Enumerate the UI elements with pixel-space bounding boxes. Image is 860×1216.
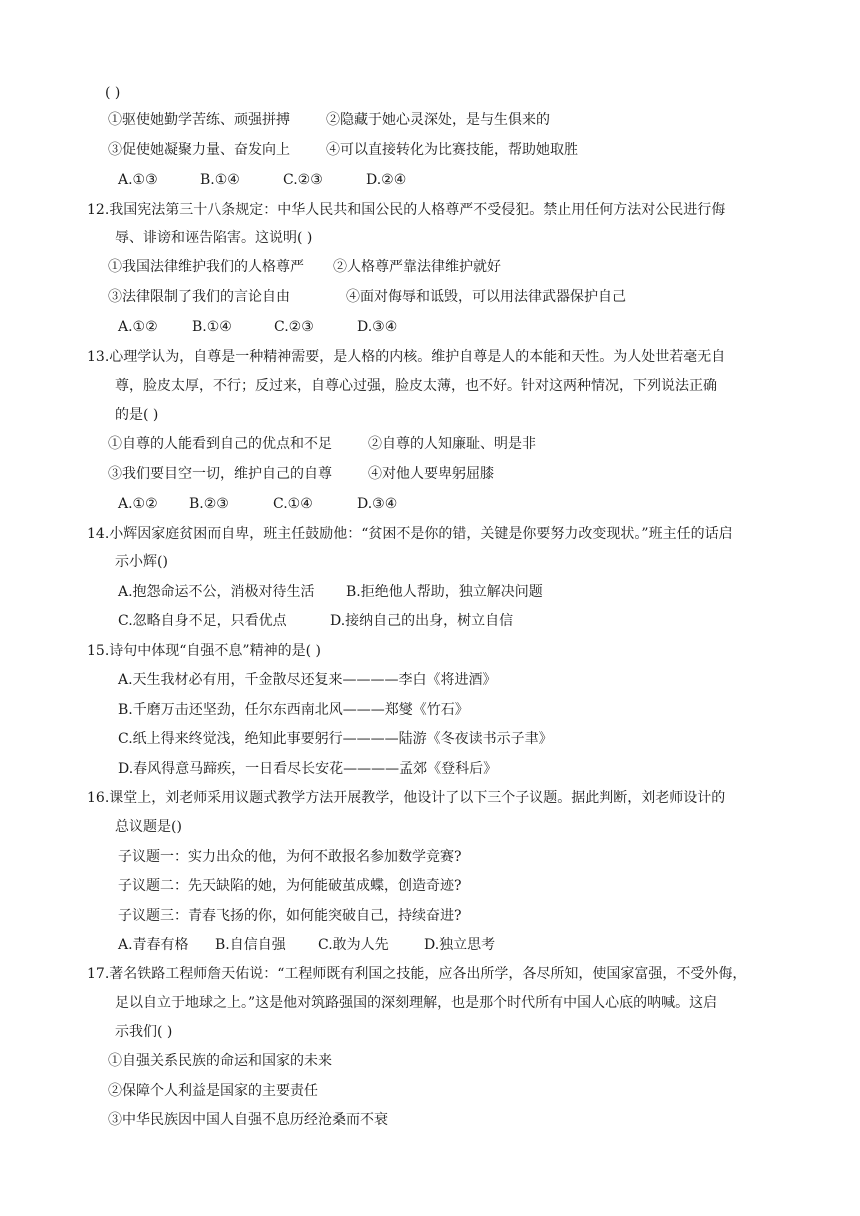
q17-statement-2: ②保障个人利益是国家的主要责任 (108, 1083, 318, 1099)
q16-options (118, 936, 495, 954)
q11-options (118, 171, 406, 189)
q12-option-d: D.③④ (357, 319, 398, 335)
q11-option-a: A.①③ (118, 172, 158, 188)
q16-option-a: A.青春有格 (118, 937, 189, 953)
q15-option-b: B.千磨万击还坚劲，任尔东西南北风———郑燮《竹石》 (118, 702, 469, 718)
q17-stem-line-2: 足以自立于地球之上。”这是他对筑路强国的深刻理解，也是那个时代所有中国人心底的呐喊。这启 (115, 995, 718, 1011)
q17-stem-line-1: 17.著名铁路工程师詹天佑说：“工程师既有利国之技能，应各出所学，各尽所知，使国家富强，不受外侮， (87, 966, 747, 982)
q11-bracket: ( ) (105, 85, 121, 101)
q11-option-b: B.①④ (200, 172, 240, 188)
q12-statement-1: ①我国法律维护我们的人格尊严 (108, 259, 304, 275)
q16-subtopic-2: 子议题二：先天缺陷的她，为何能破茧成蝶，创造奇迹? (118, 878, 462, 894)
q11-statement-4: ④可以直接转化为比赛技能，帮助她取胜 (326, 142, 578, 158)
q12-stem-line-1: 12.我国宪法第三十八条规定：中华人民共和国公民的人格尊严不受侵犯。禁止用任何方法对公民进行侮 (87, 202, 726, 218)
q16-option-c: C.敢为人先 (318, 937, 389, 953)
q11-statement-1: ①驱使她勤学苦练、顽强拼搏 (108, 112, 290, 128)
q14-option-c: C.忽略自身不足，只看优点 (118, 613, 287, 629)
q11-statement-2: ②隐藏于她心灵深处，是与生俱来的 (326, 112, 550, 128)
q13-statement-4: ④对他人要卑躬屈膝 (368, 466, 494, 482)
q13-option-c: C.①④ (273, 496, 313, 512)
q14-stem-line-2: 示小辉() (115, 554, 168, 570)
q16-option-b: B.自信自强 (215, 937, 286, 953)
q14-option-b: B.拒绝他人帮助，独立解决问题 (346, 584, 543, 600)
q12-stem-line-2: 辱、诽谤和诬告陷害。这说明( ) (115, 230, 313, 246)
q13-statement-1: ①自尊的人能看到自己的优点和不足 (108, 436, 332, 452)
q16-stem-line-1: 16.课堂上，刘老师采用议题式教学方法开展教学，他设计了以下三个子议题。据此判断，刘老师设计的 (87, 790, 726, 806)
q12-options (118, 318, 397, 336)
q13-stem-line-1: 13.心理学认为，自尊是一种精神需要，是人格的内核。维护自尊是人的本能和天性。为人处世若毫无自 (87, 349, 726, 365)
q15-stem: 15.诗句中体现“自强不息”精神的是( ) (87, 643, 321, 659)
q13-stem-line-3: 的是( ) (115, 407, 159, 423)
q13-statement-3: ③我们要目空一切，维护自己的自尊 (108, 466, 332, 482)
q14-option-d: D.接纳自己的出身，树立自信 (330, 613, 514, 629)
q13-option-d: D.③④ (357, 496, 398, 512)
q13-option-a: A.①② (118, 496, 158, 512)
q11-option-d: D.②④ (366, 172, 407, 188)
q15-option-d: D.春风得意马蹄疾，一日看尽长安花————孟郊《登科后》 (118, 761, 498, 777)
q17-stem-line-3: 示我们( ) (115, 1024, 173, 1040)
q16-subtopic-1: 子议题一：实力出众的他，为何不敢报名参加数学竞赛? (118, 849, 462, 865)
q12-option-c: C.②③ (274, 319, 314, 335)
q12-statement-2: ②人格尊严靠法律维护就好 (333, 259, 501, 275)
q13-statement-2: ②自尊的人知廉耻、明是非 (368, 436, 536, 452)
q13-options (118, 495, 397, 513)
q13-option-b: B.②③ (189, 496, 229, 512)
q11-option-c: C.②③ (283, 172, 323, 188)
q14-stem-line-1: 14.小辉因家庭贫困而自卑，班主任鼓励他：“贫困不是你的错，关键是你要努力改变现状。”班主任的话启 (87, 526, 733, 542)
q12-statement-4: ④面对侮辱和诋毁，可以用法律武器保护自己 (346, 289, 626, 305)
q15-option-c: C.纸上得来终觉浅，绝知此事要躬行————陆游《冬夜读书示子聿》 (118, 731, 553, 747)
q13-stem-line-2: 尊，脸皮太厚，不行；反过来，自尊心过强，脸皮太薄，也不好。针对这两种情况，下列说法正确 (115, 378, 717, 394)
q15-option-a: A.天生我材必有用，千金散尽还复来————李白《将进酒》 (118, 672, 497, 688)
q12-option-a: A.①② (118, 319, 158, 335)
q14-option-a: A.抱怨命运不公，消极对待生活 (118, 584, 315, 600)
q16-stem-line-2: 总议题是() (115, 819, 182, 835)
q16-subtopic-3: 子议题三：青春飞扬的你，如何能突破自己，持续奋进? (118, 908, 462, 924)
q12-statement-3: ③法律限制了我们的言论自由 (108, 289, 290, 305)
q17-statement-1: ①自强关系民族的命运和国家的未来 (108, 1053, 332, 1069)
q11-statement-3: ③促使她凝聚力量、奋发向上 (108, 142, 290, 158)
q16-option-d: D.独立思考 (424, 937, 496, 953)
q12-option-b: B.①④ (192, 319, 232, 335)
q17-statement-3: ③中华民族因中国人自强不息历经沧桑而不衰 (108, 1112, 388, 1128)
